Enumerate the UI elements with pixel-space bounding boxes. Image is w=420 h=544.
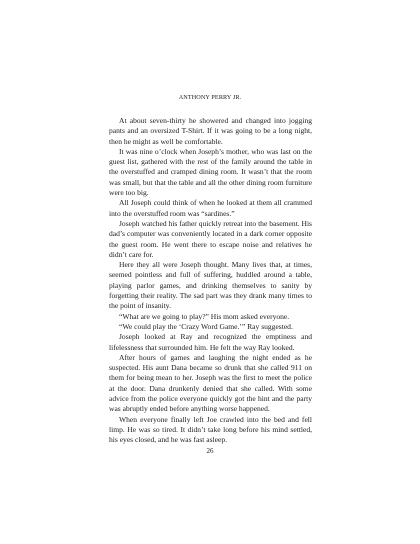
paragraph: After hours of games and laughing the night ended as he suspected. His aunt Dana became so drunk that she called 911 on them for being mean to her. Joseph was the first to meet the police at the door. Dana drunkenly denied that she called. With some advice from the police everyone quickly got the hint and the party was abruptly ended before anything worse happened. — [109, 352, 312, 414]
paragraph: All Joseph could think of when he looked at them all crammed into the overstuffed room was “sardines.” — [109, 198, 312, 218]
paragraph: Joseph watched his father quickly retreat into the basement. His dad’s computer was conveniently located in a dark corner opposite the guest room. He went there to escape noise and relatives he didn’t care for. — [109, 218, 312, 259]
paragraph: Joseph looked at Ray and recognized the emptiness and lifelessness that surrounded him. He felt the way Ray looked. — [109, 332, 312, 352]
paragraph: When everyone finally left Joe crawled into the bed and fell limp. He was so tired. It didn’t take long before his mind settled, his eyes closed, and he was fast asleep. — [109, 414, 312, 445]
paragraph: “What are we going to play?” His mom asked everyone. — [119, 311, 290, 321]
running-head: ANTHONY PERRY JR. — [178, 94, 242, 101]
page-number: 26 — [206, 447, 214, 455]
body-text — [109, 116, 312, 446]
paragraph: “We could play the ‘Crazy Word Game.’” Ray suggested. — [119, 321, 293, 331]
paragraph: Here they all were Joseph thought. Many lives that, at times, seemed pointless and full of suffering, huddled around a table, playing parlor games, and drinking themselves to sanity by forgetting their reality. The sad part was they drank many times to the point of insanity. — [109, 260, 312, 311]
paragraph: At about seven-thirty he showered and changed into jogging pants and an oversized T-Shirt. If it was going to be a long night, then he might as well be comfortable. — [109, 116, 312, 146]
paragraph: It was nine o’clock when Joseph’s mother, who was last on the guest list, gathered with the rest of the family around the table in the overstuffed and cramped dining room. It wasn’t that the room was small, but that the table and all the other dining room furniture were too big. — [109, 146, 312, 198]
